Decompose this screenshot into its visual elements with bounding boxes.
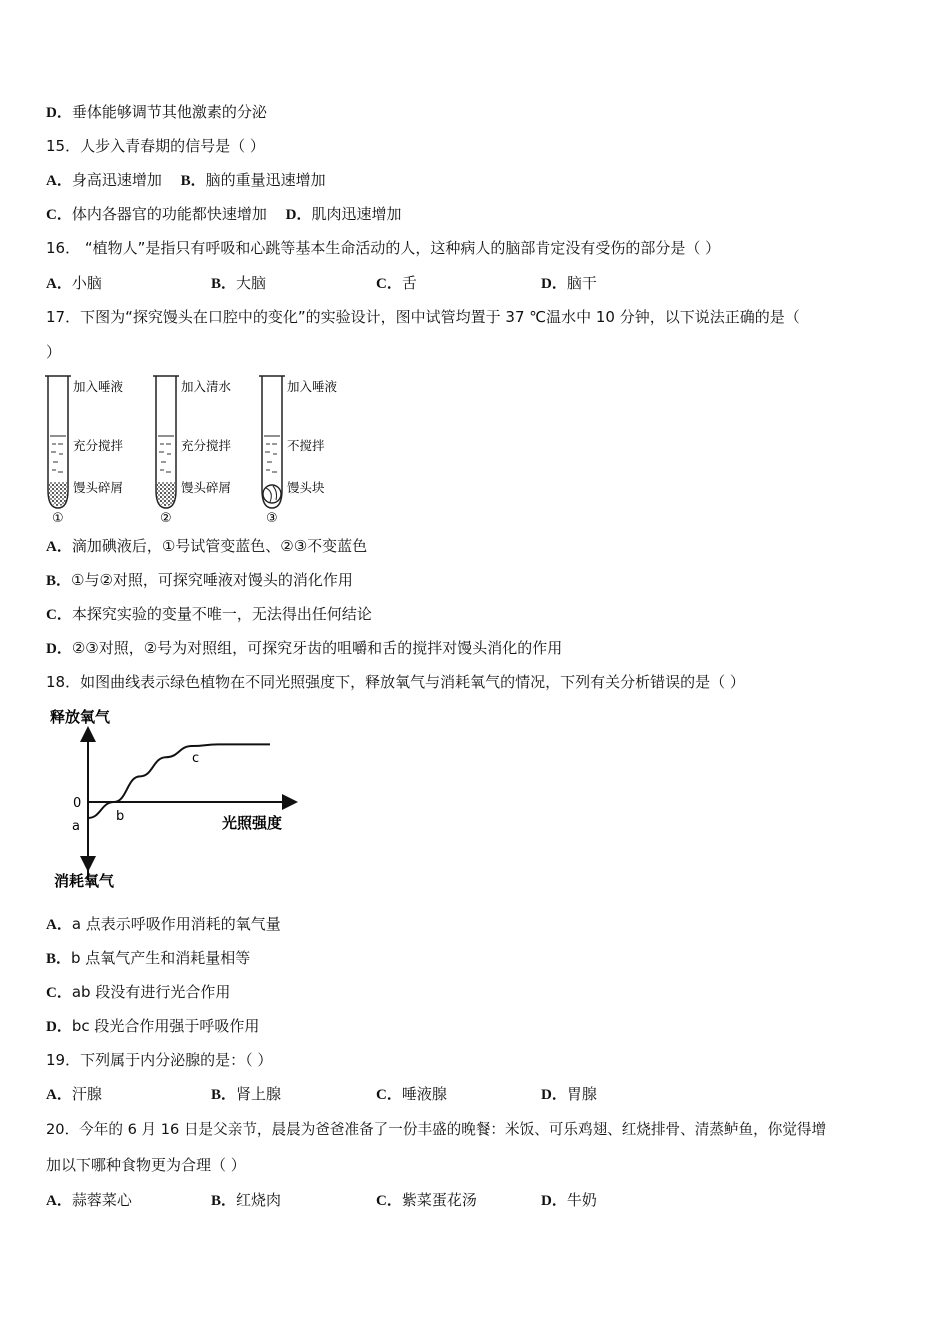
- tube-2-top-label: 加入清水: [181, 379, 232, 394]
- q20-option-b: B．红烧肉: [211, 1191, 282, 1209]
- point-b-label: b: [116, 809, 125, 824]
- q18-option-c: C．ab 段没有进行光合作用: [46, 983, 231, 1001]
- q18-option-d: D．bc 段光合作用强于呼吸作用: [46, 1017, 260, 1035]
- q14-option-d: [46, 102, 267, 122]
- q17-stem-line2: ）: [46, 343, 62, 361]
- q18-option-a: A．a 点表示呼吸作用消耗的氧气量: [46, 915, 281, 933]
- q18-stem: 18．如图曲线表示绿色植物在不同光照强度下，释放氧气与消耗氧气的情况，下列有关分析错误的是（ ）: [46, 673, 745, 691]
- q19-option-b: B．肾上腺: [211, 1085, 282, 1103]
- q19-stem: 19．下列属于内分泌腺的是：（ ）: [46, 1051, 273, 1069]
- q18-oxygen-chart: [40, 700, 320, 900]
- option-text: 脑的重量迅速增加: [205, 171, 326, 189]
- option-label: D．: [46, 105, 72, 121]
- q19-options: [46, 1084, 906, 1104]
- y-axis-top-label: 释放氧气: [50, 708, 111, 726]
- option-text: 垂体能够调节其他激素的分泌: [71, 103, 267, 121]
- tube-2-bottom-label: 馒头碎屑: [181, 480, 232, 495]
- q17-test-tube-figure: [40, 372, 350, 527]
- tube-1-middle-label: 充分搅拌: [73, 438, 124, 453]
- q20-option-c: C．紫菜蛋花汤: [376, 1191, 477, 1209]
- q20-stem-line2: 加以下哪种食物更为合理（ ）: [46, 1156, 246, 1174]
- tube-2: [153, 376, 179, 508]
- point-c-label: c: [192, 751, 200, 766]
- q20-stem-line1: 20．今年的 6 月 16 日是父亲节，晨晨为爸爸准备了一份丰盛的晚餐：米饭、可乐鸡翅、红烧排骨、清蒸鲈鱼，你觉得增: [46, 1121, 827, 1138]
- origin-label: 0: [73, 796, 82, 811]
- tube-1-number: ①: [52, 511, 64, 526]
- option-text: 体内各器官的功能都快速增加: [71, 205, 267, 223]
- q20-option-d: D．牛奶: [541, 1191, 597, 1209]
- tube-3-bottom-label: 馒头块: [287, 480, 325, 495]
- tube-3: [259, 376, 285, 508]
- tube-1-bottom-label: 馒头碎屑: [73, 480, 124, 495]
- y-axis-bottom-label: 消耗氧气: [54, 872, 115, 890]
- q15-options-row1: [46, 170, 326, 190]
- q19-option-a: A．汗腺: [46, 1085, 102, 1103]
- q19-option-d: D．胃腺: [541, 1085, 597, 1103]
- option-label: A．: [46, 173, 72, 189]
- option-text: 身高迅速增加: [71, 171, 162, 189]
- q19-option-c: C．唾液腺: [376, 1085, 447, 1103]
- q16-stem: 16． “植物人”是指只有呼吸和心跳等基本生命活动的人，这种病人的脑部肯定没有受伤的部分是（ ）: [46, 239, 721, 257]
- tube-2-middle-label: 充分搅拌: [181, 438, 232, 453]
- q17-option-d: D．②③对照，②号为对照组，可探究牙齿的咀嚼和舌的搅拌对馒头消化的作用: [46, 639, 563, 657]
- oxygen-curve: [88, 744, 270, 818]
- q17-option-b: B．①与②对照，可探究唾液对馒头的消化作用: [46, 571, 353, 589]
- q16-option-b: B．大脑: [211, 274, 267, 292]
- tube-3-top-label: 加入唾液: [287, 379, 338, 394]
- q20-options: [46, 1190, 906, 1210]
- q17-option-c: C．本探究实验的变量不唯一，无法得出任何结论: [46, 605, 372, 623]
- q15-options-row2: [46, 204, 402, 224]
- q16-options: [46, 273, 906, 293]
- q16-option-c: C．舌: [376, 274, 417, 292]
- q18-option-b: B．b 点氧气产生和消耗量相等: [46, 949, 251, 967]
- tube-1-top-label: 加入唾液: [73, 379, 124, 394]
- q17-stem-line1: 17．下图为“探究馒头在口腔中的变化”的实验设计，图中试管均置于 37 ℃温水中 10 分钟，以下说法正确的是（: [46, 308, 800, 326]
- option-label: C．: [46, 207, 72, 223]
- option-label: D．: [285, 207, 312, 223]
- q17-option-a: A．滴加碘液后，①号试管变蓝色、②③不变蓝色: [46, 537, 368, 555]
- q16-option-d: D．脑干: [541, 274, 597, 292]
- tube-3-number: ③: [266, 511, 278, 526]
- tube-2-number: ②: [160, 511, 172, 526]
- tube-3-middle-label: 不搅拌: [287, 438, 325, 453]
- q16-option-a: A．小脑: [46, 274, 102, 292]
- point-a-label: a: [72, 819, 80, 834]
- x-axis-label: 光照强度: [222, 814, 283, 832]
- q20-option-a: A．蒜蓉菜心: [46, 1191, 132, 1209]
- q15-stem: 15．人步入青春期的信号是（ ）: [46, 137, 265, 155]
- option-text: 肌肉迅速增加: [311, 205, 402, 223]
- tube-1: [45, 376, 71, 508]
- option-label: B．: [180, 173, 206, 189]
